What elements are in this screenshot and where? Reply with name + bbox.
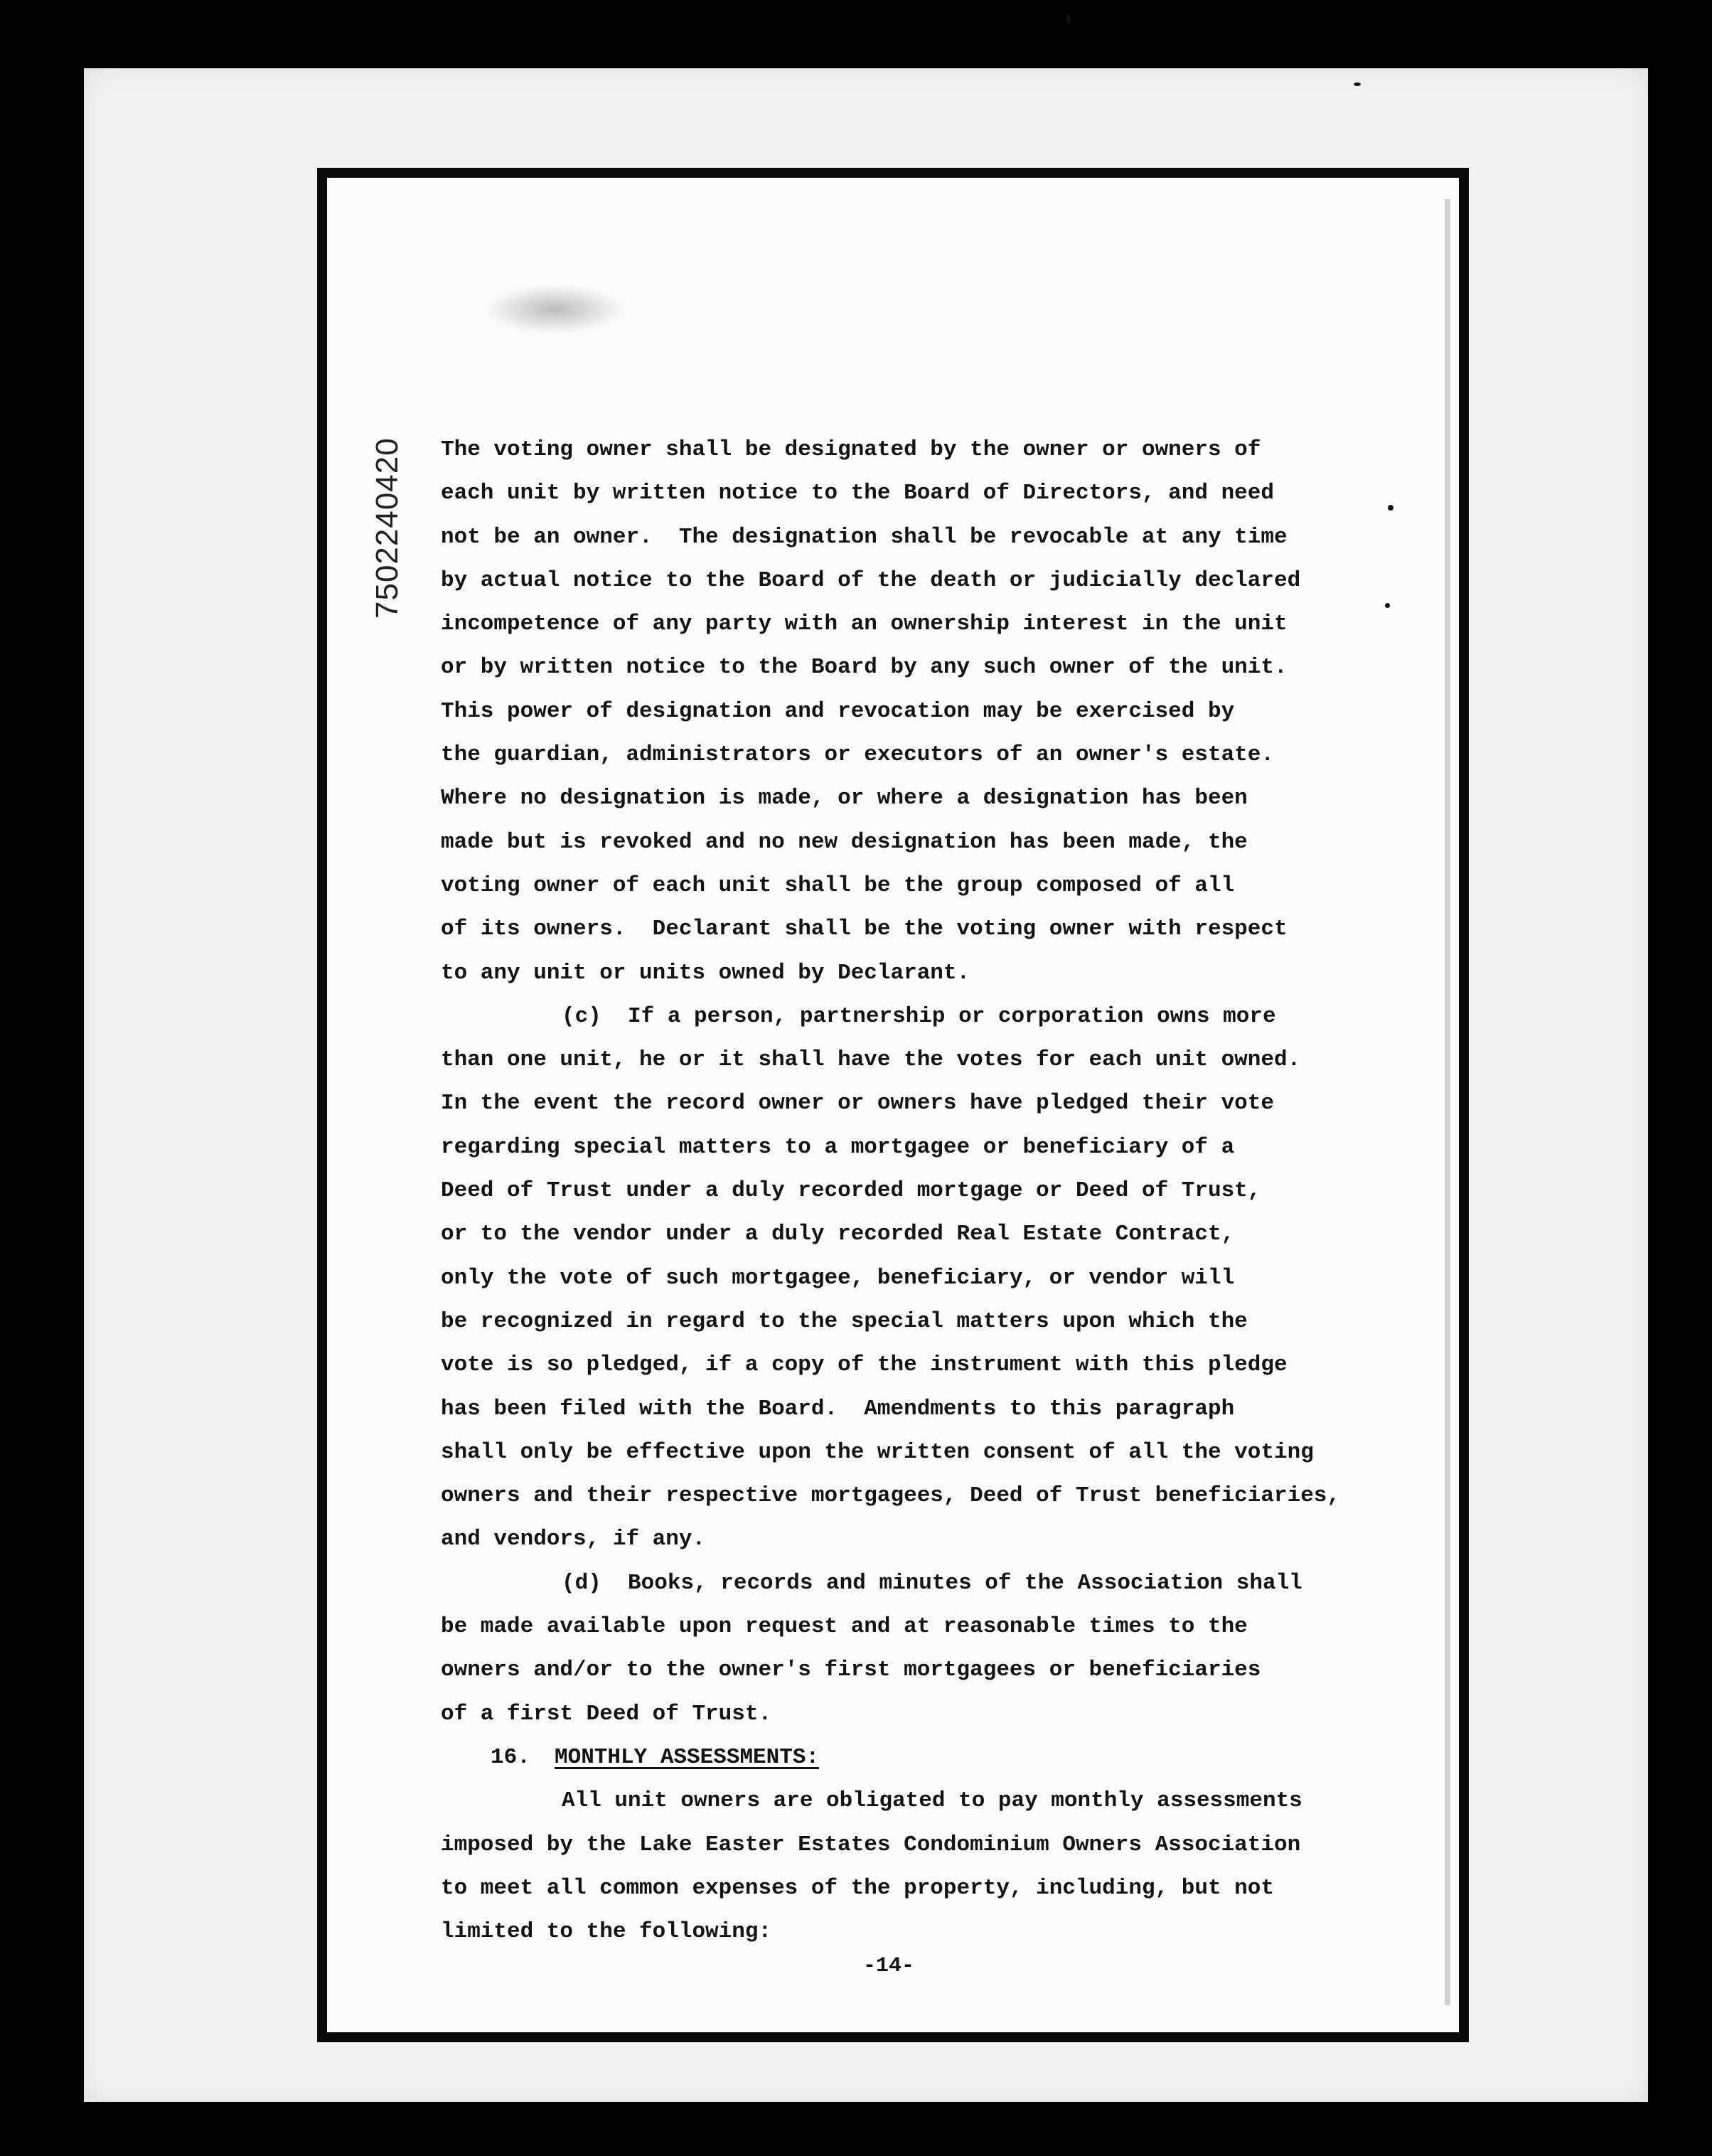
text-line: Where no designation is made, or where a designation has been: [441, 786, 1248, 811]
text-line: each unit by written notice to the Board of Directors, and need: [441, 481, 1274, 506]
section-title: MONTHLY ASSESSMENTS:: [555, 1744, 820, 1770]
text-line: or by written notice to the Board by any such owner of the unit.: [441, 655, 1288, 681]
text-line: to meet all common expenses of the property, including, but not: [441, 1875, 1274, 1901]
document-body: [441, 428, 1351, 1953]
page-number: -14-: [862, 1954, 914, 1978]
text-line: to any unit or units owned by Declarant.: [441, 960, 970, 986]
text-line: voting owner of each unit shall be the group composed of all: [441, 872, 1235, 898]
section-number: 16.: [491, 1744, 530, 1770]
text-line: shall only be effective upon the written consent of all the voting: [441, 1439, 1314, 1465]
text-line: made but is revoked and no new designation has been made, the: [441, 829, 1248, 855]
scan-speck: [1066, 14, 1071, 24]
text-line: be made available upon request and at reasonable times to the: [441, 1614, 1248, 1640]
text-line: imposed by the Lake Easter Estates Condominium Owners Association: [441, 1832, 1301, 1857]
recording-stamp-number: 7502240420: [370, 437, 405, 619]
text-line: of its owners. Declarant shall be the voting owner with respect: [441, 917, 1288, 942]
scan-speck: [1385, 603, 1390, 608]
text-line: The voting owner shall be designated by the owner or owners of: [441, 437, 1261, 462]
text-line: the guardian, administrators or executors of an owner's estate.: [441, 742, 1274, 768]
text-line: than one unit, he or it shall have the votes for each unit owned.: [441, 1047, 1301, 1073]
paragraph-c-first-line: (c) If a person, partnership or corporation owns more: [562, 1003, 1276, 1029]
text-line: owners and their respective mortgagees, Deed of Trust beneficiaries,: [441, 1483, 1341, 1509]
text-line: by actual notice to the Board of the death or judicially declared: [441, 567, 1301, 593]
paragraph-d-first-line: (d) Books, records and minutes of the Association shall: [562, 1570, 1302, 1596]
text-line: has been filed with the Board. Amendments to this paragraph: [441, 1396, 1235, 1421]
scan-speck: [1354, 82, 1361, 86]
text-line: not be an owner. The designation shall be revocable at any time: [441, 524, 1288, 550]
text-line: Deed of Trust under a duly recorded mortgage or Deed of Trust,: [441, 1178, 1261, 1204]
section-first-line: All unit owners are obligated to pay monthly assessments: [562, 1788, 1302, 1814]
text-line: only the vote of such mortgagee, beneficiary, or vendor will: [441, 1265, 1235, 1291]
section-heading: [441, 1736, 1351, 1779]
text-line: of a first Deed of Trust.: [441, 1701, 772, 1727]
scan-speck: [1388, 505, 1393, 511]
text-line: owners and/or to the owner's first mortgagees or beneficiaries: [441, 1658, 1261, 1683]
text-line: limited to the following:: [441, 1919, 772, 1945]
text-line: or to the vendor under a duly recorded Real Estate Contract,: [441, 1222, 1235, 1247]
text-line: regarding special matters to a mortgagee or beneficiary of a: [441, 1134, 1235, 1160]
frame-edge-shadow: [1445, 199, 1450, 2005]
scan-smudge: [483, 284, 626, 334]
text-line: vote is so pledged, if a copy of the instrument with this pledge: [441, 1352, 1288, 1378]
text-line: incompetence of any party with an ownership interest in the unit: [441, 612, 1288, 637]
text-line: and vendors, if any.: [441, 1527, 706, 1552]
text-line: In the event the record owner or owners have pledged their vote: [441, 1091, 1274, 1116]
text-line: be recognized in regard to the special matters upon which the: [441, 1308, 1248, 1334]
text-line: This power of designation and revocation may be exercised by: [441, 698, 1235, 724]
